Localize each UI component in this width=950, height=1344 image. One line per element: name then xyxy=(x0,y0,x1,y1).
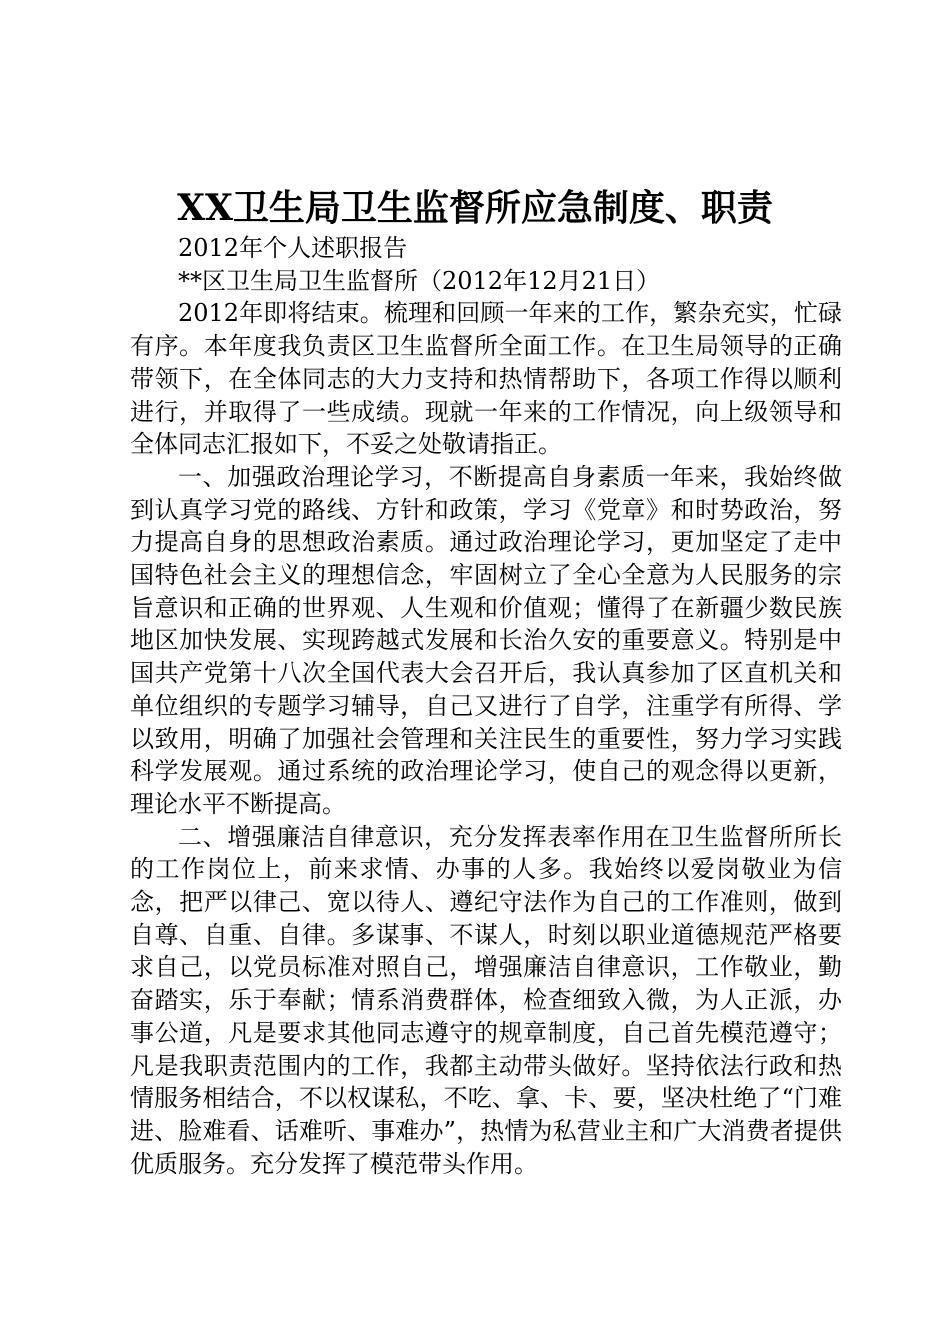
document-title: XX卫生局卫生监督所应急制度、职责 xyxy=(177,187,773,229)
section-one-paragraph: 一、加强政治理论学习，不断提高自身素质一年来，我始终做到认真学习党的路线、方针和政策，学习《党章》和时势政治，努力提高自身的思想政治素质。通过政治理论学习，更加坚定了走中国特色社会主义的理想信念，牢固树立了全心全意为人民服务的宗旨意识和正确的世界观、人生观和价值观；懂得了在新疆少数民族地区加快发展、实现跨越式发展和长治久安的重要意义。特别是中国共产党第十八次全国代表大会召开后，我认真参加了区直机关和单位组织的专题学习辅导，自己又进行了自学，注重学有所得、学以致用，明确了加强社会管理和关注民生的重要性，努力学习实践科学发展观。通过系统的政治理论学习，使自己的观念得以更新，理论水平不断提高。 xyxy=(130,462,842,818)
report-org-date: **区卫生局卫生监督所（2012年12月21日） xyxy=(178,266,661,295)
report-subtitle: 2012年个人述职报告 xyxy=(178,234,408,262)
intro-paragraph: 2012年即将结束。梳理和回顾一年来的工作，繁杂充实，忙碌有序。本年度我负责区卫生监督所全面工作。在卫生局领导的正确带领下，在全体同志的大力支持和热情帮助下，各项工作得以顺利进行，并取得了一些成绩。现就一年来的工作情况，向上级领导和全体同志汇报如下，不妥之处敬请指正。 xyxy=(130,299,842,459)
section-two-paragraph: 二、增强廉洁自律意识，充分发挥表率作用在卫生监督所所长的工作岗位上，前来求情、办事的人多。我始终以爱岗敬业为信念，把严以律己、宽以待人、遵纪守法作为自己的工作准则，做到自尊、自重、自律。多谋事、不谋人，时刻以职业道德规范严格要求自己，以党员标准对照自己，增强廉洁自律意识，工作敬业，勤奋踏实，乐于奉献；情系消费群体，检查细致入微，为人正派，办事公道，凡是要求其他同志遵守的规章制度，自己首先模范遵守；凡是我职责范围内的工作，我都主动带头做好。坚持依法行政和热情服务相结合，不以权谋私，不吃、拿、卡、要，坚决杜绝了“门难进、脸难看、话难听、事难办”，热情为私营业主和广大消费者提供优质服务。充分发挥了模范带头作用。 xyxy=(130,822,842,1178)
document-body xyxy=(130,232,842,1180)
